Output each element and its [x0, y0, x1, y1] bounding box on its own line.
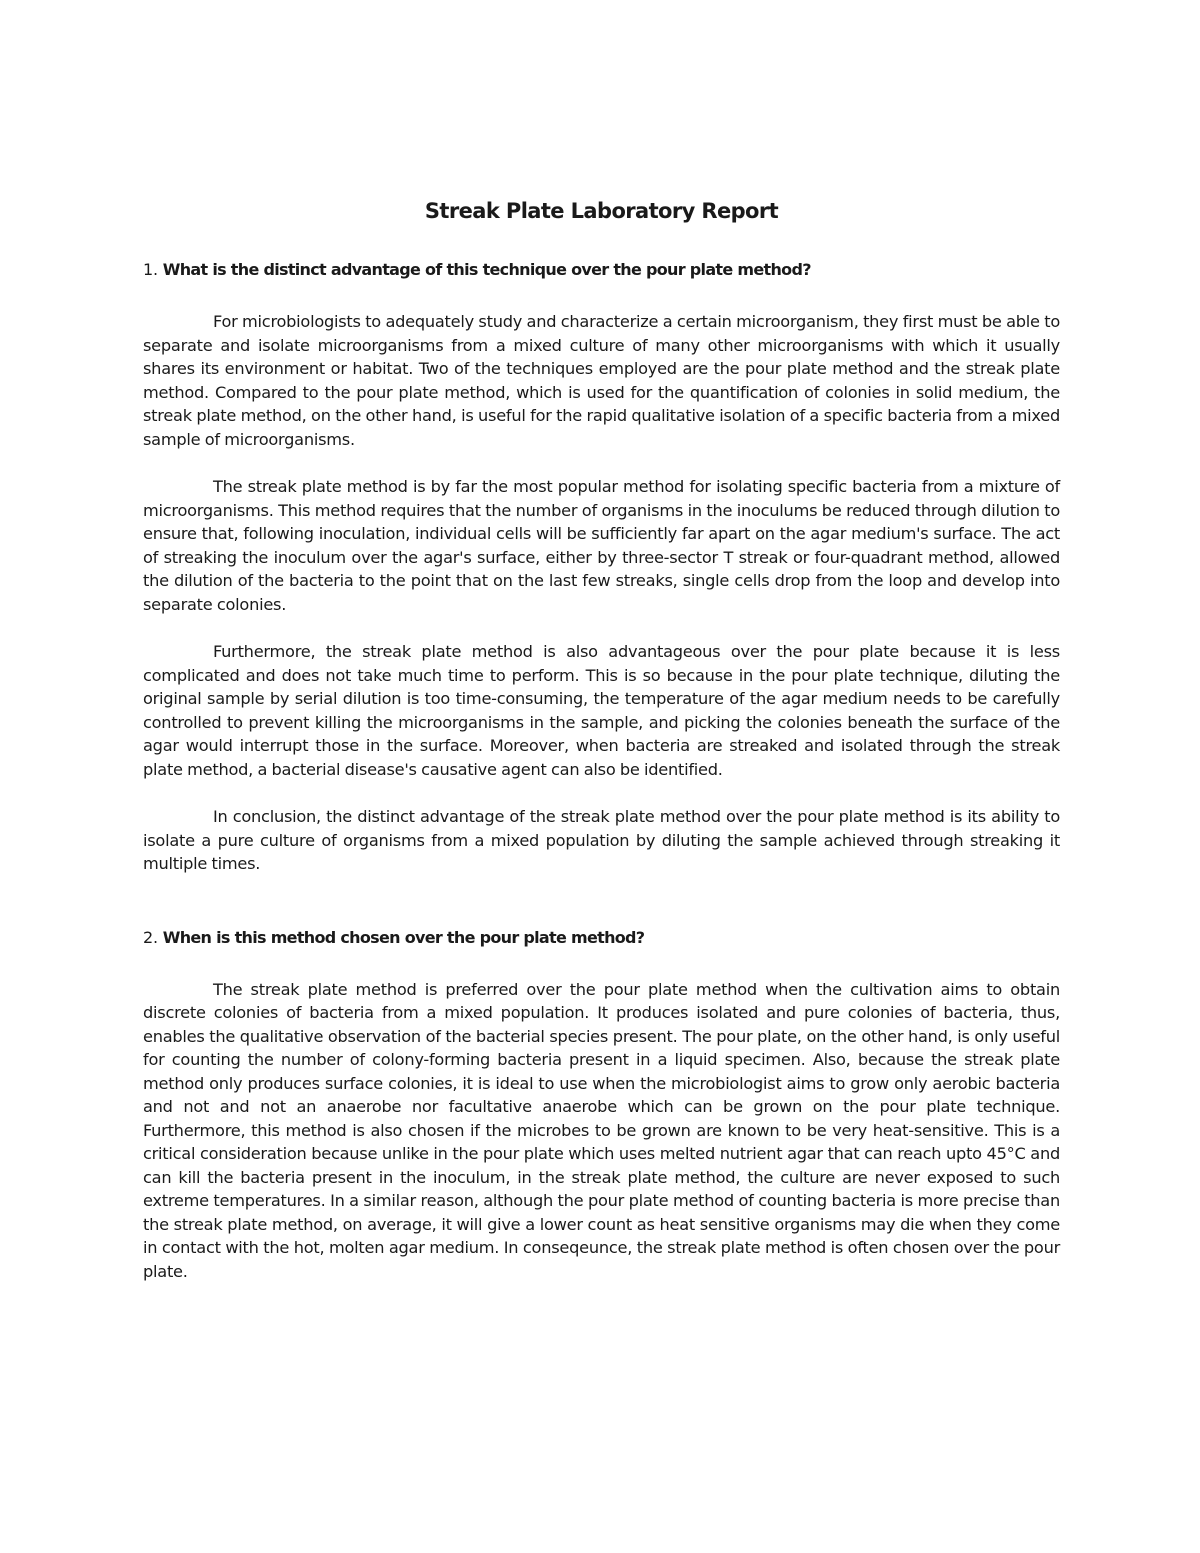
question-text: When is this method chosen over the pour plate method? [162, 927, 645, 947]
answer-paragraph: The streak plate method is preferred over the pour plate method when the cultivation aims to obtain discrete colonies of bacteria from a mixed population. It produces isolated and pure colonies of bacteria, thus, enables the qualitative observation of the bacterial species present. The pour plate, on the other hand, is only useful for counting the number of colony-forming bacteria present in a liquid specimen. Also, because the streak plate method only produces surface colonies, it is ideal to use when the microbiologist aims to grow only aerobic bacteria and not and not an anaerobe nor facultative anaerobe which can be grown on the pour plate technique. Furthermore, this method is also chosen if the microbes to be grown are known to be very heat-sensitive. This is a critical consideration because unlike in the pour plate which uses melted nutrient agar that can reach upto 45°C and can kill the bacteria present in the inoculum, in the streak plate method, the culture are never exposed to such extreme temperatures. In a similar reason, although the pour plate method of counting bacteria is more precise than the streak plate method, on average, it will give a lower count as heat sensitive organisms may die when they come in contact with the hot, molten agar medium. In conseqeunce, the streak plate method is often chosen over the pour plate. [143, 979, 1060, 1281]
section-spacer [143, 900, 1060, 926]
question-number: 1. [143, 260, 158, 279]
answer-paragraph: In conclusion, the distinct advantage of the streak plate method over the pour plate method is its ability to isolate a pure culture of organisms from a mixed population by diluting the sample achieved through streaking it multiple times. [143, 807, 1060, 873]
section-1 [143, 258, 1060, 876]
question-number: 2. [143, 927, 158, 947]
answer-paragraph: The streak plate method is by far the most popular method for isolating specific bacteria from a mixture of microorganisms. This method requires that the number of organisms in the inoculums be reduced through dilution to ensure that, following inoculation, individual cells will be sufficiently far apart on the agar medium's surface. The act of streaking the inoculum over the agar's surface, either by three-sector T streak or four-quadrant method, allowed the dilution of the bacteria to the point that on the last few streaks, single cells drop from the loop and develop into separate colonies. [143, 477, 1060, 614]
section-2 [143, 926, 1060, 1284]
document-title: Streak Plate Laboratory Report [424, 199, 779, 223]
question-text: What is the distinct advantage of this technique over the pour plate method? [162, 260, 811, 279]
answer-paragraph: For microbiologists to adequately study and characterize a certain microorganism, they first must be able to separate and isolate microorganisms from a mixed culture of many other microorganisms with which it usually shares its environment or habitat. Two of the techniques employed are the pour plate method and the streak plate method. Compared to the pour plate method, which is used for the quantification of colonies in solid medium, the streak plate method, on the other hand, is useful for the rapid qualitative isolation of a specific bacteria from a mixed sample of microorganisms. [143, 312, 1060, 449]
question-1 [143, 258, 1060, 282]
answer-paragraph: Furthermore, the streak plate method is also advantageous over the pour plate because it is less complicated and does not take much time to perform. This is so because in the pour plate technique, diluting the original sample by serial dilution is too time-consuming, the temperature of the agar medium needs to be carefully controlled to prevent killing the microorganisms in the sample, and picking the colonies beneath the surface of the agar would interrupt those in the surface. Moreover, when bacteria are streaked and isolated through the streak plate method, a bacterial disease's causative agent can also be identified. [143, 642, 1060, 779]
question-2 [143, 926, 1060, 950]
document-page [143, 196, 1060, 1307]
